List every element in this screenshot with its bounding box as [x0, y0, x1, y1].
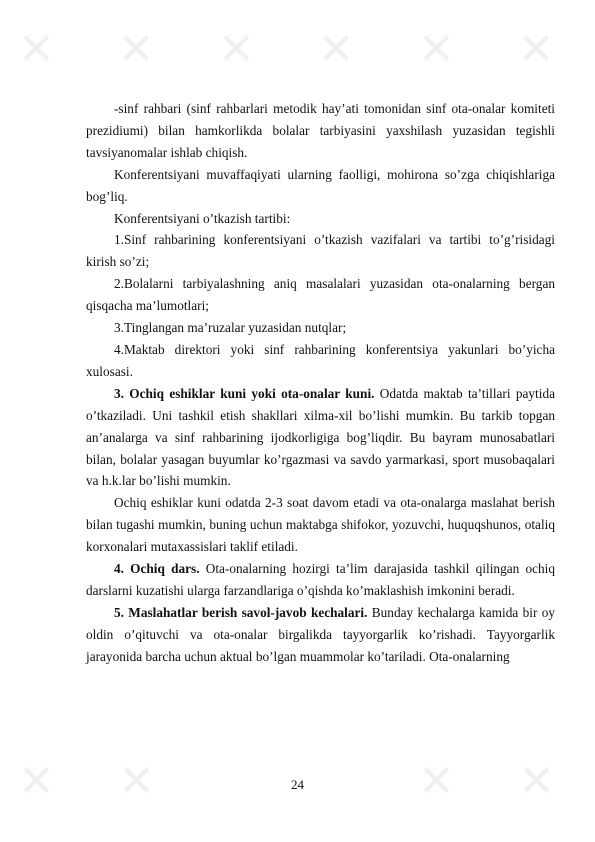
page-number: 24: [291, 777, 304, 792]
watermark-glyph: ✕: [518, 24, 555, 75]
watermark-glyph: ✕: [518, 756, 555, 807]
paragraph: [86, 273, 555, 317]
paragraph-heading: 3. Ochiq eshiklar kuni yoki ota-onalar kuni.: [114, 385, 375, 401]
watermark-glyph: ✕: [118, 24, 155, 75]
paragraph-text: Ota-onalarning hozirgi ta’lim darajasida tashkil qilingan ochiq darslarni kuzatishi ularga farzandlariga o’qishda ko’maklashish imkonini beradi.: [86, 561, 555, 598]
watermark-glyph: ✕: [218, 24, 255, 75]
paragraph-text: 4.Maktab direktori yoki sinf rahbarining konferentsiya yakunlari bo’yicha xulosasi.: [86, 341, 555, 379]
paragraph-text: Ochiq eshiklar kuni odatda 2-3 soat davom etadi va ota-onalarga maslahat berish bilan tugashi mumkin, buning uchun maktabga shifokor, yozuvchi, huquqshunos, otaliq korxonalari mutaxassislari taklif etiladi.: [86, 495, 555, 555]
paragraph-text: -sinf rahbari (sinf rahbarlari metodik hay’ati tomonidan sinf ota-onalar komiteti prezidiumi) bilan hamkorlikda bolalar tarbiyasini yaxshilash yuzasidan tegishli tavsiyanomalar ishlab chiqish.: [86, 101, 555, 160]
paragraph-text: Konferentsiyani o’tkazish tartibi:: [114, 210, 291, 226]
paragraph-text: 2.Bolalarni tarbiyalashning aniq masalalari yuzasidan ota-onalarning bergan qisqacha ma’lumotlari;: [86, 276, 555, 314]
watermark-glyph: ✕: [318, 24, 355, 75]
paragraph-text: 3.Tinglangan ma’ruzalar yuzasidan nutqlar;: [114, 320, 347, 336]
paragraph: [86, 229, 555, 273]
paragraph-text: Odatda maktab ta’tillari paytida o’tkaziladi. Uni tashkil etish shakllari xilma-xil bo’lishi mumkin. Bu tarkib topgan an’analarga va sinf rahbarining ijodkorligiga bog’liqdir. Bu bayram munosabatlari bilan, bolalar yasagan buyumlar ko’rgazmasi va savdo yarmarkasi, sport musobaqalari va h.k.lar bo’lishi mumkin.: [86, 385, 556, 489]
paragraph: [86, 383, 555, 493]
paragraph: [86, 164, 555, 208]
paragraph: [86, 558, 555, 602]
paragraph: [86, 339, 555, 383]
paragraph: [86, 492, 555, 558]
paragraph: [86, 602, 555, 668]
watermark-glyph: ✕: [418, 756, 455, 807]
watermark-glyph: ✕: [18, 24, 55, 75]
document-body: [86, 98, 555, 668]
watermark-glyph: ✕: [118, 756, 155, 807]
paragraph-text: Konferentsiyani muvaffaqiyati ularning faolligi, mohirona so’zga chiqishlariga bog’liq.: [86, 166, 555, 204]
watermark-glyph: ✕: [418, 24, 455, 75]
paragraph-heading: 5. Maslahatlar berish savol-javob kechalari.: [114, 604, 368, 620]
paragraph-heading: 4. Ochiq dars.: [114, 561, 200, 577]
paragraph: [86, 98, 555, 164]
watermark-glyph: ✕: [18, 756, 55, 807]
paragraph-text: Bunday kechalarga kamida bir oy oldin o’qituvchi va ota-onalar birgalikda tayyorgarlik ko’rishadi. Tayyorgarlik jarayonida barcha uchun aktual bo’lgan muammolar ko’tariladi. Ota-onalarning: [86, 604, 555, 664]
paragraph: [86, 317, 555, 339]
paragraph-text: 1.Sinf rahbarining konferentsiyani o’tkazish vazifalari va tartibi to’g’risidagi kirish so’zi;: [86, 232, 555, 270]
paragraph: [86, 208, 555, 230]
